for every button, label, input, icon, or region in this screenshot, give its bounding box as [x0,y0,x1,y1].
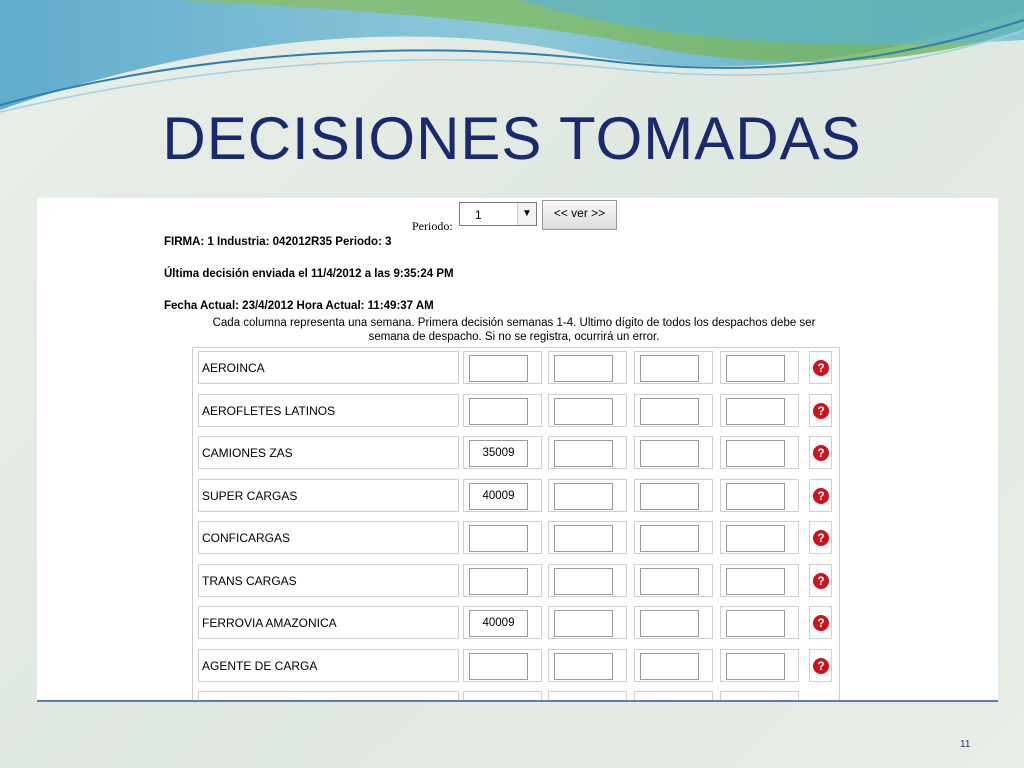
week-1-input[interactable] [469,568,528,595]
carrier-name: AEROFLETES LATINOS [198,394,459,427]
week-cell [548,479,627,512]
question-mark-icon[interactable]: ? [813,488,829,504]
question-mark-icon[interactable]: ? [813,658,829,674]
week-cell [720,394,799,427]
week-3-input[interactable] [640,483,699,510]
slide-title: DECISIONES TOMADAS [162,105,862,172]
ultima-decision-line: Última decisión enviada el 11/4/2012 a las 9:35:24 PM [164,268,454,280]
week-cell [634,351,713,384]
week-cell [463,436,542,469]
week-1-input[interactable] [469,398,528,425]
table-row [193,433,841,475]
week-cell-partial [634,691,713,702]
note-line-2: semana de despacho. Si no se registra, ocurrirá un error. [368,331,660,343]
week-cell [720,436,799,469]
table-row [193,646,841,688]
week-4-input[interactable] [726,653,785,680]
decision-table [192,347,840,702]
week-4-input[interactable] [726,525,785,552]
week-cell [463,521,542,554]
carrier-name: AGENTE DE CARGA [198,649,459,682]
carrier-name: FERROVIA AMAZONICA [198,606,459,639]
screenshot-panel [37,198,998,702]
table-row-partial [193,688,841,702]
week-cell [720,351,799,384]
periodo-value: 1 [475,208,482,222]
week-1-input[interactable] [469,653,528,680]
carrier-name: CAMIONES ZAS [198,436,459,469]
week-1-input[interactable]: 40009 [469,483,528,510]
week-cell [463,649,542,682]
week-cell [463,351,542,384]
week-1-input[interactable] [469,355,528,382]
week-cell [634,564,713,597]
week-cell [720,479,799,512]
week-4-input[interactable] [726,398,785,425]
week-cell-partial [463,691,542,702]
week-cell [634,436,713,469]
week-cell [463,479,542,512]
periodo-select[interactable] [459,202,537,226]
week-1-input[interactable]: 35009 [469,440,528,467]
help-cell [809,394,832,427]
question-mark-icon[interactable]: ? [813,445,829,461]
week-3-input[interactable] [640,568,699,595]
dropdown-arrow-icon[interactable]: ▼ [517,203,536,225]
help-cell [809,521,832,554]
week-cell [634,606,713,639]
table-row [193,391,841,433]
ver-button[interactable]: << ver >> [542,200,617,230]
week-cell [463,564,542,597]
week-cell [634,394,713,427]
week-cell [548,564,627,597]
question-mark-icon[interactable]: ? [813,360,829,376]
question-mark-icon[interactable]: ? [813,573,829,589]
week-cell [720,649,799,682]
instruction-note [164,316,864,344]
week-1-input[interactable]: 40009 [469,610,528,637]
help-cell [809,564,832,597]
week-4-input[interactable] [726,440,785,467]
help-cell [809,479,832,512]
table-row [193,476,841,518]
help-cell [809,649,832,682]
week-2-input[interactable] [554,610,613,637]
carrier-name: AEROINCA [198,351,459,384]
table-row [193,603,841,645]
help-cell [809,351,832,384]
week-3-input[interactable] [640,398,699,425]
week-cell [720,606,799,639]
week-4-input[interactable] [726,610,785,637]
week-2-input[interactable] [554,440,613,467]
week-cell [548,436,627,469]
carrier-name: TRANS CARGAS [198,564,459,597]
table-row [193,561,841,603]
week-cell [548,394,627,427]
week-3-input[interactable] [640,653,699,680]
week-cell-partial [720,691,799,702]
week-cell [548,521,627,554]
week-3-input[interactable] [640,525,699,552]
note-line-1: Cada columna representa una semana. Primera decisión semanas 1-4. Ultimo dígito de todos los despachos debe ser [212,317,816,329]
week-2-input[interactable] [554,355,613,382]
table-row [193,518,841,560]
help-cell [809,436,832,469]
week-4-input[interactable] [726,483,785,510]
week-cell-partial [548,691,627,702]
help-cell [809,606,832,639]
week-3-input[interactable] [640,610,699,637]
week-3-input[interactable] [640,440,699,467]
week-4-input[interactable] [726,568,785,595]
week-2-input[interactable] [554,483,613,510]
week-4-input[interactable] [726,355,785,382]
week-cell [463,394,542,427]
week-cell [634,479,713,512]
week-1-input[interactable] [469,525,528,552]
week-cell [634,521,713,554]
question-mark-icon[interactable]: ? [813,403,829,419]
week-cell [634,649,713,682]
week-2-input[interactable] [554,398,613,425]
week-cell [463,606,542,639]
question-mark-icon[interactable]: ? [813,530,829,546]
periodo-label: Periodo: [412,219,453,233]
week-cell [720,564,799,597]
week-cell [548,606,627,639]
week-cell [548,351,627,384]
week-3-input[interactable] [640,355,699,382]
carrier-name: CONFICARGAS [198,521,459,554]
carrier-name: SUPER CARGAS [198,479,459,512]
question-mark-icon[interactable]: ? [813,615,829,631]
week-cell [720,521,799,554]
carrier-name-partial [198,691,459,702]
page-number: 11 [960,739,971,750]
fecha-actual-line: Fecha Actual: 23/4/2012 Hora Actual: 11:49:37 AM [164,300,434,312]
week-2-input[interactable] [554,653,613,680]
week-cell [548,649,627,682]
week-2-input[interactable] [554,568,613,595]
table-row [193,348,841,390]
week-2-input[interactable] [554,525,613,552]
firma-line: FIRMA: 1 Industria: 042012R35 Periodo: 3 [164,236,392,248]
